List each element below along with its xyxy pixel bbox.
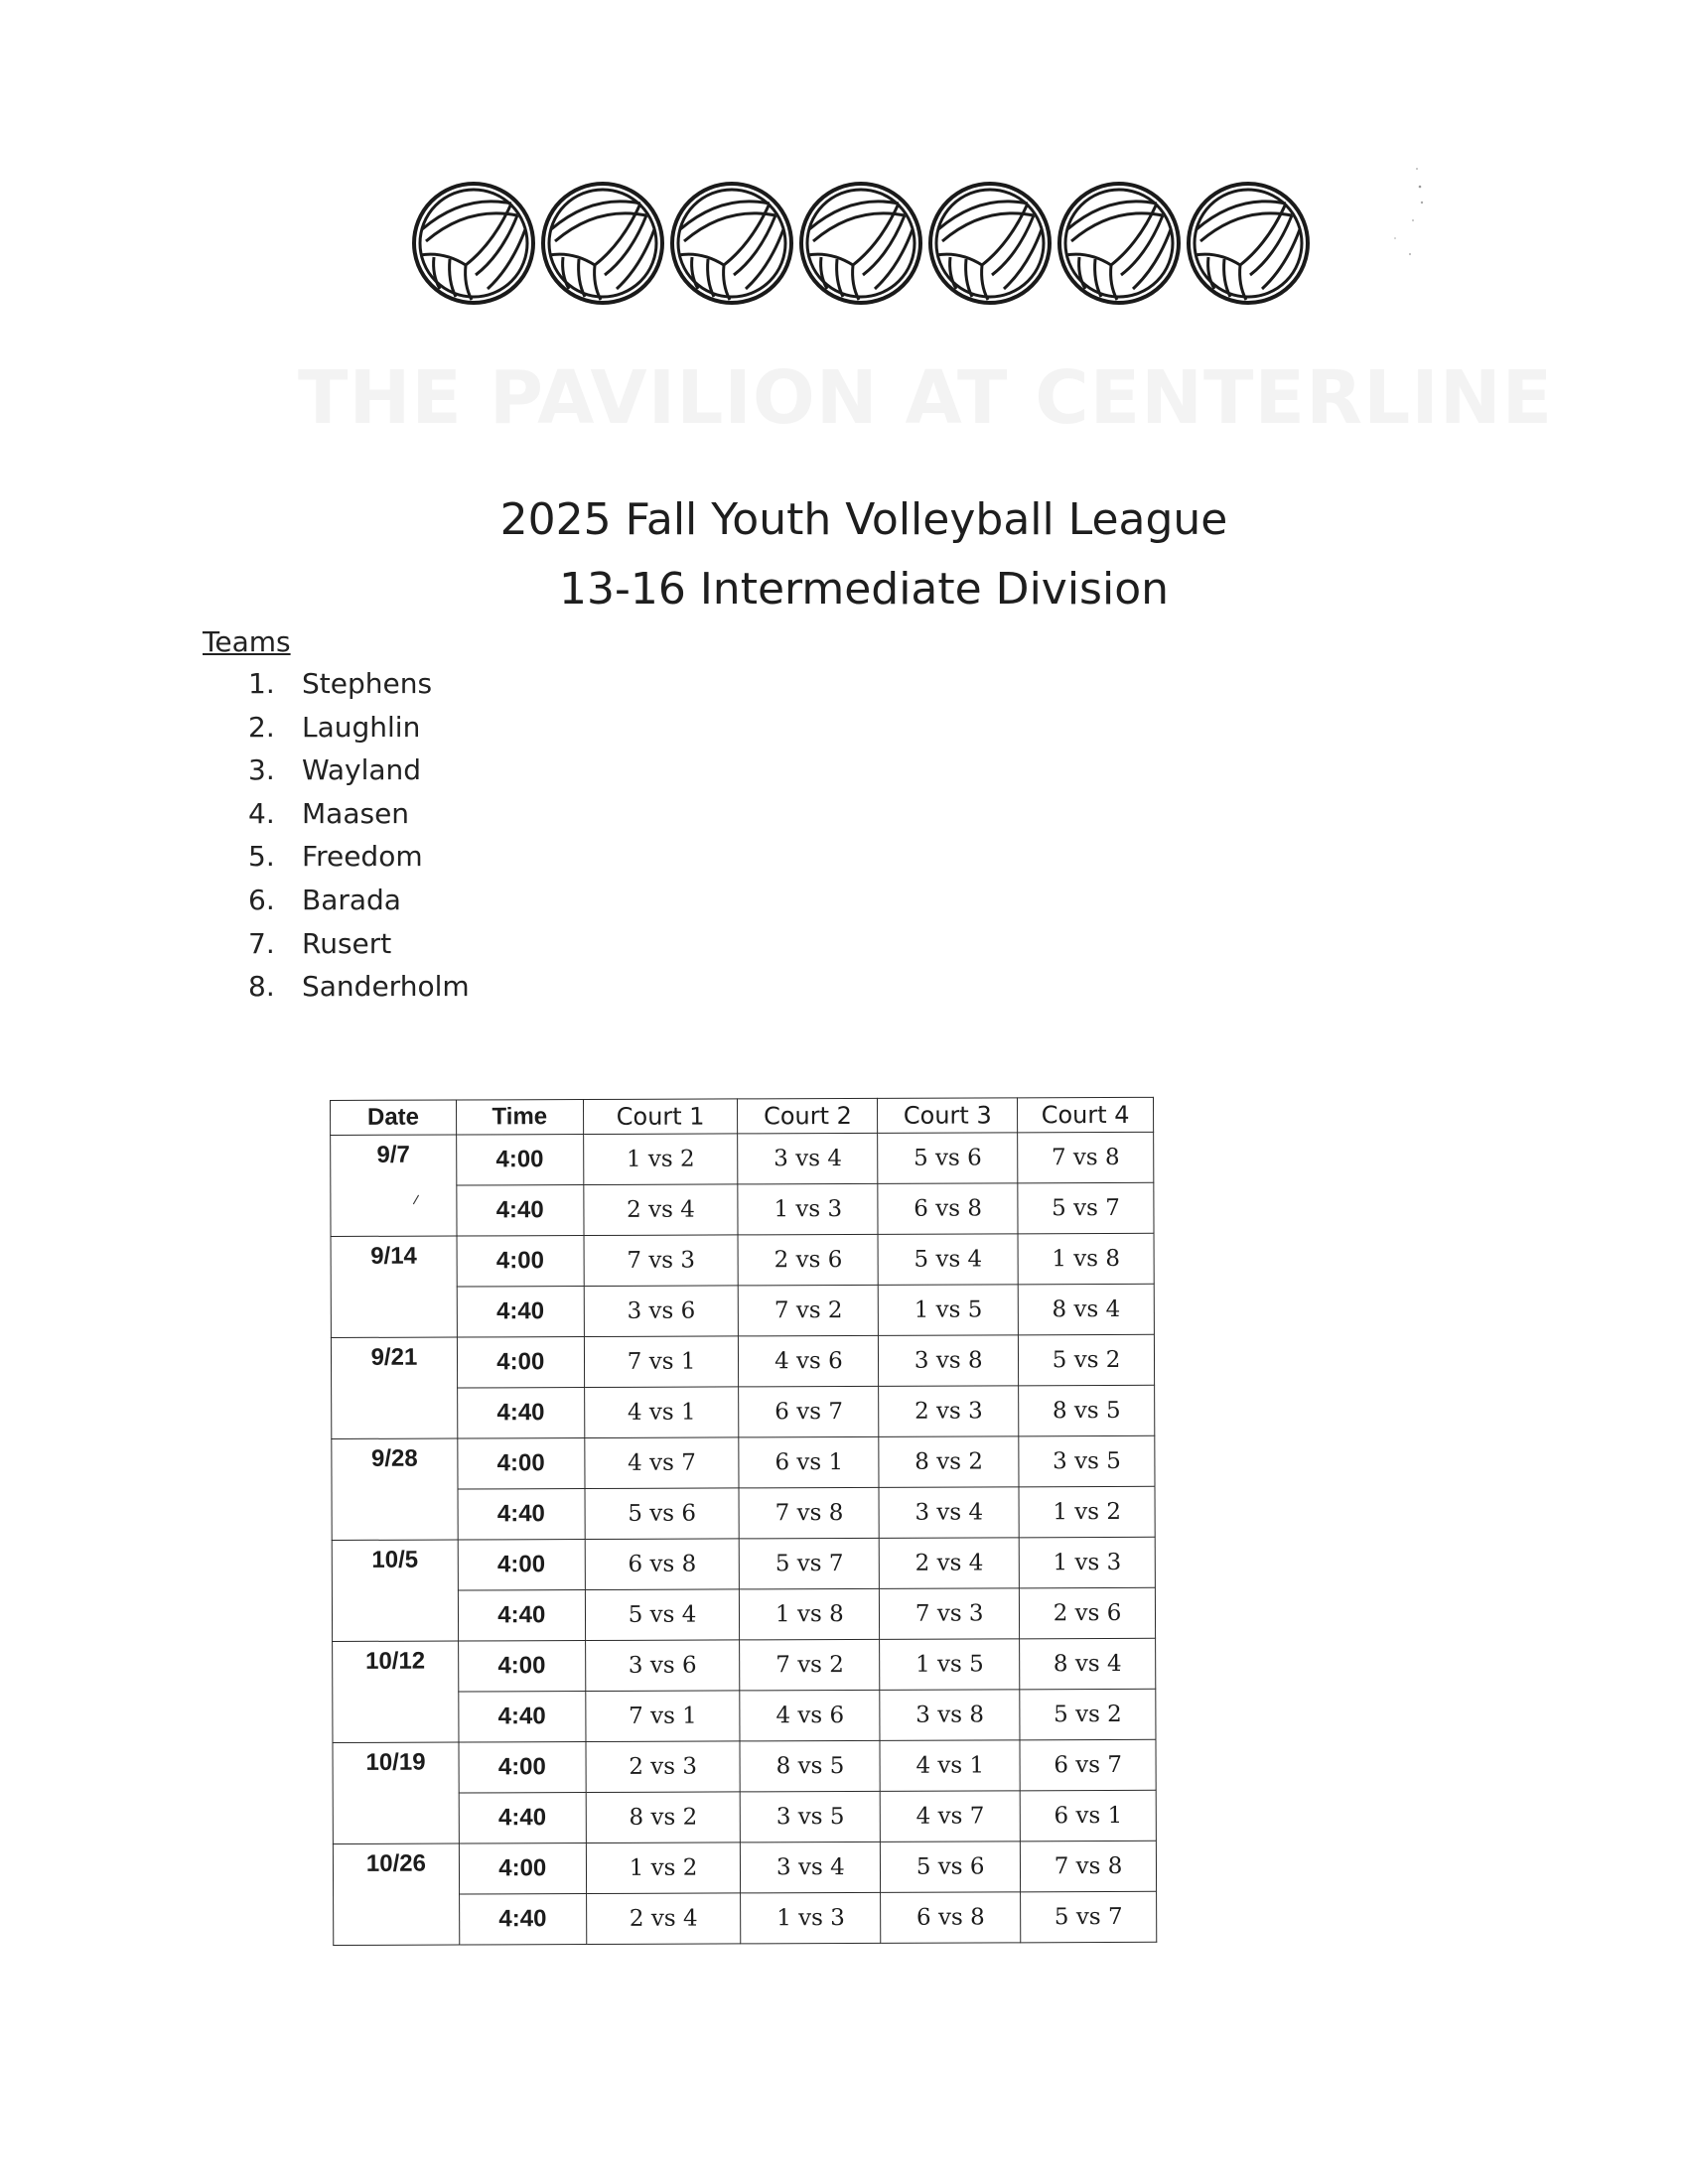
court-2-match-cell: 4 vs 6 bbox=[740, 1690, 880, 1741]
court-3-match-cell: 1 vs 5 bbox=[880, 1639, 1020, 1691]
schedule-row bbox=[332, 1435, 1155, 1489]
date-cell: 10/26 bbox=[333, 1843, 459, 1945]
court-4-match-cell: 7 vs 8 bbox=[1018, 1132, 1154, 1183]
court-2-match-cell: 5 vs 7 bbox=[740, 1538, 880, 1589]
team-number: 7. bbox=[248, 926, 275, 960]
court-2-match-cell: 7 vs 2 bbox=[739, 1285, 879, 1336]
time-cell: 4:40 bbox=[459, 1793, 586, 1843]
header-court-3: Court 3 bbox=[878, 1098, 1018, 1134]
team-name: Maasen bbox=[302, 796, 410, 830]
time-cell: 4:40 bbox=[457, 1287, 584, 1337]
court-2-match-cell: 8 vs 5 bbox=[740, 1740, 880, 1792]
court-1-match-cell: 7 vs 1 bbox=[585, 1691, 740, 1742]
volleyball-icon bbox=[801, 184, 920, 303]
court-1-match-cell: 5 vs 4 bbox=[585, 1589, 740, 1641]
volleyball-icon bbox=[414, 184, 533, 303]
schedule-table bbox=[330, 1097, 1157, 1946]
court-4-match-cell: 1 vs 8 bbox=[1018, 1233, 1154, 1285]
date-cell: 10/12 bbox=[333, 1641, 459, 1742]
schedule-row bbox=[331, 1132, 1154, 1185]
time-cell: 4:40 bbox=[458, 1590, 585, 1641]
team-item bbox=[248, 797, 470, 841]
court-4-match-cell: 8 vs 5 bbox=[1019, 1385, 1155, 1436]
court-4-match-cell: 1 vs 3 bbox=[1019, 1537, 1155, 1588]
court-3-match-cell: 5 vs 4 bbox=[878, 1234, 1018, 1286]
court-2-match-cell: 4 vs 6 bbox=[739, 1335, 879, 1387]
court-1-match-cell: 7 vs 1 bbox=[584, 1336, 739, 1388]
date-cell: 10/5 bbox=[332, 1540, 458, 1641]
team-number: 2. bbox=[248, 710, 275, 744]
date-cell: 9/14 bbox=[331, 1236, 457, 1337]
schedule-body bbox=[331, 1132, 1157, 1945]
team-name: Barada bbox=[302, 883, 401, 916]
venue-watermark: THE PAVILION AT CENTERLINE bbox=[298, 355, 1554, 441]
court-3-match-cell: 4 vs 7 bbox=[880, 1791, 1020, 1843]
team-item bbox=[248, 711, 470, 754]
court-1-match-cell: 6 vs 8 bbox=[585, 1539, 740, 1590]
time-cell: 4:00 bbox=[457, 1337, 584, 1388]
team-number: 1. bbox=[248, 667, 275, 700]
court-4-match-cell: 8 vs 4 bbox=[1020, 1638, 1156, 1690]
court-1-match-cell: 2 vs 4 bbox=[584, 1184, 739, 1236]
court-4-match-cell: 5 vs 2 bbox=[1020, 1689, 1156, 1740]
team-item bbox=[248, 970, 470, 1014]
schedule-row bbox=[332, 1537, 1155, 1590]
header-court-1: Court 1 bbox=[583, 1099, 738, 1135]
court-3-match-cell: 6 vs 8 bbox=[878, 1183, 1018, 1235]
team-item bbox=[248, 667, 470, 711]
pen-mark: ⸝ bbox=[406, 1180, 424, 1208]
schedule-row bbox=[331, 1334, 1154, 1388]
teams-heading: Teams bbox=[203, 625, 291, 658]
schedule-row bbox=[333, 1841, 1156, 1894]
team-list bbox=[248, 667, 470, 1014]
court-1-match-cell: 2 vs 4 bbox=[586, 1893, 741, 1945]
volleyball-icon bbox=[672, 184, 791, 303]
team-name: Stephens bbox=[302, 667, 433, 700]
volleyball-icon bbox=[1189, 184, 1308, 303]
court-2-match-cell: 3 vs 4 bbox=[738, 1133, 878, 1184]
court-2-match-cell: 7 vs 2 bbox=[740, 1639, 880, 1691]
date-cell: 10/19 bbox=[333, 1742, 459, 1843]
court-3-match-cell: 6 vs 8 bbox=[881, 1892, 1021, 1944]
court-1-match-cell: 1 vs 2 bbox=[583, 1134, 738, 1185]
league-title: 2025 Fall Youth Volleyball League bbox=[499, 494, 1228, 545]
court-2-match-cell: 6 vs 7 bbox=[739, 1386, 879, 1437]
volleyball-banner bbox=[412, 174, 1321, 313]
court-1-match-cell: 7 vs 3 bbox=[584, 1235, 739, 1287]
time-cell: 4:40 bbox=[459, 1692, 586, 1742]
time-cell: 4:00 bbox=[458, 1540, 585, 1590]
court-3-match-cell: 2 vs 3 bbox=[879, 1386, 1019, 1437]
court-3-match-cell: 4 vs 1 bbox=[880, 1740, 1020, 1792]
court-3-match-cell: 1 vs 5 bbox=[879, 1285, 1019, 1336]
court-4-match-cell: 3 vs 5 bbox=[1019, 1435, 1155, 1487]
time-cell: 4:00 bbox=[458, 1438, 585, 1489]
team-number: 4. bbox=[248, 796, 275, 830]
court-1-match-cell: 4 vs 1 bbox=[584, 1387, 739, 1438]
court-2-match-cell: 3 vs 5 bbox=[741, 1791, 881, 1843]
court-1-match-cell: 3 vs 6 bbox=[585, 1640, 740, 1692]
schedule-row bbox=[333, 1638, 1156, 1692]
time-cell: 4:00 bbox=[459, 1742, 586, 1793]
court-4-match-cell: 1 vs 2 bbox=[1019, 1486, 1155, 1538]
court-4-match-cell: 8 vs 4 bbox=[1018, 1284, 1154, 1335]
court-2-match-cell: 6 vs 1 bbox=[739, 1436, 879, 1488]
team-name: Sanderholm bbox=[302, 970, 470, 1004]
court-3-match-cell: 8 vs 2 bbox=[879, 1436, 1019, 1488]
court-3-match-cell: 2 vs 4 bbox=[879, 1538, 1019, 1589]
court-2-match-cell: 1 vs 3 bbox=[738, 1183, 878, 1235]
scan-specks bbox=[1375, 159, 1435, 278]
date-cell: 9/28 bbox=[332, 1438, 458, 1540]
court-1-match-cell: 2 vs 3 bbox=[586, 1741, 741, 1793]
court-1-match-cell: 3 vs 6 bbox=[584, 1286, 739, 1337]
court-1-match-cell: 5 vs 6 bbox=[585, 1488, 740, 1540]
volleyball-icon bbox=[1059, 184, 1179, 303]
court-4-match-cell: 6 vs 1 bbox=[1020, 1790, 1156, 1842]
volleyball-icon bbox=[543, 184, 662, 303]
team-number: 5. bbox=[248, 840, 275, 874]
team-number: 3. bbox=[248, 753, 275, 787]
header-date: Date bbox=[331, 1100, 457, 1135]
time-cell: 4:00 bbox=[457, 1236, 584, 1287]
court-1-match-cell: 8 vs 2 bbox=[586, 1792, 741, 1843]
court-3-match-cell: 7 vs 3 bbox=[880, 1588, 1020, 1640]
team-name: Freedom bbox=[302, 840, 423, 874]
court-2-match-cell: 1 vs 3 bbox=[741, 1892, 881, 1944]
time-cell: 4:40 bbox=[459, 1894, 586, 1945]
team-item bbox=[248, 753, 470, 797]
court-3-match-cell: 3 vs 8 bbox=[879, 1335, 1019, 1387]
time-cell: 4:40 bbox=[458, 1489, 585, 1540]
date-cell: 9/7 bbox=[331, 1135, 457, 1236]
header-time: Time bbox=[456, 1100, 583, 1135]
court-4-match-cell: 5 vs 2 bbox=[1019, 1334, 1155, 1386]
time-cell: 4:00 bbox=[459, 1843, 586, 1894]
court-4-match-cell: 5 vs 7 bbox=[1021, 1891, 1157, 1943]
court-3-match-cell: 5 vs 6 bbox=[881, 1842, 1021, 1893]
court-4-match-cell: 5 vs 7 bbox=[1018, 1182, 1154, 1234]
court-3-match-cell: 3 vs 8 bbox=[880, 1690, 1020, 1741]
court-2-match-cell: 1 vs 8 bbox=[740, 1588, 880, 1640]
date-cell: 9/21 bbox=[331, 1337, 457, 1438]
time-cell: 4:40 bbox=[457, 1185, 584, 1236]
court-4-match-cell: 2 vs 6 bbox=[1020, 1587, 1156, 1639]
court-3-match-cell: 3 vs 4 bbox=[879, 1487, 1019, 1539]
court-4-match-cell: 6 vs 7 bbox=[1020, 1739, 1156, 1791]
team-name: Rusert bbox=[302, 926, 392, 960]
team-item bbox=[248, 884, 470, 927]
court-4-match-cell: 7 vs 8 bbox=[1020, 1841, 1156, 1892]
header-court-4: Court 4 bbox=[1018, 1097, 1154, 1133]
time-cell: 4:00 bbox=[456, 1135, 583, 1185]
time-cell: 4:40 bbox=[457, 1388, 584, 1438]
header-court-2: Court 2 bbox=[738, 1098, 878, 1134]
court-2-match-cell: 2 vs 6 bbox=[738, 1234, 878, 1286]
court-2-match-cell: 3 vs 4 bbox=[741, 1842, 881, 1893]
team-number: 6. bbox=[248, 883, 275, 916]
volleyball-icon bbox=[930, 184, 1050, 303]
team-item bbox=[248, 840, 470, 884]
team-name: Wayland bbox=[302, 753, 422, 787]
schedule-row bbox=[333, 1739, 1156, 1793]
schedule-header-row bbox=[331, 1097, 1154, 1135]
time-cell: 4:00 bbox=[458, 1641, 585, 1692]
team-number: 8. bbox=[248, 970, 275, 1004]
team-item bbox=[248, 927, 470, 971]
schedule-row bbox=[331, 1233, 1154, 1287]
division-title: 13-16 Intermediate Division bbox=[558, 564, 1170, 614]
court-3-match-cell: 5 vs 6 bbox=[878, 1133, 1018, 1184]
court-2-match-cell: 7 vs 8 bbox=[739, 1487, 879, 1539]
team-name: Laughlin bbox=[302, 710, 421, 744]
court-1-match-cell: 4 vs 7 bbox=[584, 1437, 739, 1489]
court-1-match-cell: 1 vs 2 bbox=[586, 1843, 741, 1894]
